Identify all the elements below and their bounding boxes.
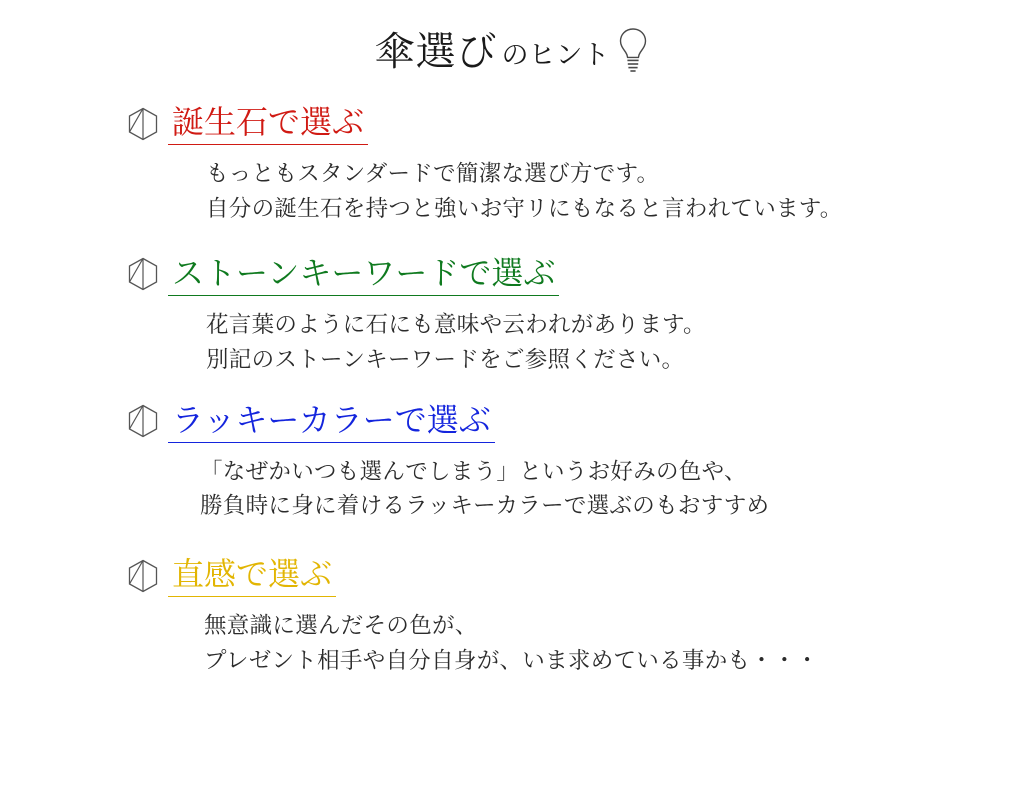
section-body-lucky-color bbox=[200, 455, 1024, 525]
hexagon-gem-icon bbox=[128, 257, 158, 291]
body-line: 花言葉のように石にも意味や云われがあります。 bbox=[206, 311, 706, 337]
section-heading-row bbox=[128, 400, 1024, 443]
section-heading-row bbox=[128, 253, 1024, 296]
section-lucky-color bbox=[128, 400, 1024, 525]
section-heading-row bbox=[128, 554, 1024, 597]
section-body-birthstone bbox=[206, 157, 1024, 227]
body-line: 別記のストーンキーワードをご参照ください。 bbox=[206, 346, 685, 372]
body-line: 「なぜかいつも選んでしまう」というお好みの色や、 bbox=[200, 458, 747, 484]
body-line: 自分の誕生石を持つと強いお守リにもなると言われています。 bbox=[206, 195, 843, 221]
hexagon-gem-icon bbox=[128, 107, 158, 141]
section-keyword bbox=[128, 253, 1024, 378]
body-line: もっともスタンダードで簡潔な選び方です。 bbox=[206, 161, 660, 186]
section-heading-birthstone[interactable]: 誕生石で選ぶ bbox=[168, 102, 368, 145]
body-line: プレゼント相手や自分自身が、いま求めている事かも・・・ bbox=[204, 648, 819, 674]
page-title-sub: のヒント bbox=[501, 40, 610, 70]
lightbulb-icon bbox=[616, 26, 650, 74]
section-heading-row bbox=[128, 102, 1024, 145]
body-line: 無意識に選んだその色が、 bbox=[204, 613, 478, 639]
page-title bbox=[0, 0, 1024, 72]
body-line: 勝負時に身に着けるラッキーカラーで選ぶのもおすすめ bbox=[200, 493, 770, 519]
section-heading-lucky-color[interactable]: ラッキーカラーで選ぶ bbox=[168, 400, 495, 443]
section-body-intuition bbox=[204, 609, 1024, 679]
hexagon-gem-icon bbox=[128, 404, 158, 438]
hexagon-gem-icon bbox=[128, 559, 158, 593]
section-intuition bbox=[128, 554, 1024, 679]
section-body-keyword bbox=[206, 308, 1024, 378]
hint-sections bbox=[0, 102, 1024, 679]
section-birthstone bbox=[128, 102, 1024, 227]
section-heading-intuition[interactable]: 直感で選ぶ bbox=[168, 554, 336, 597]
section-heading-keyword[interactable]: ストーンキーワードで選ぶ bbox=[168, 253, 559, 296]
page-title-main: 傘選び bbox=[374, 29, 498, 74]
